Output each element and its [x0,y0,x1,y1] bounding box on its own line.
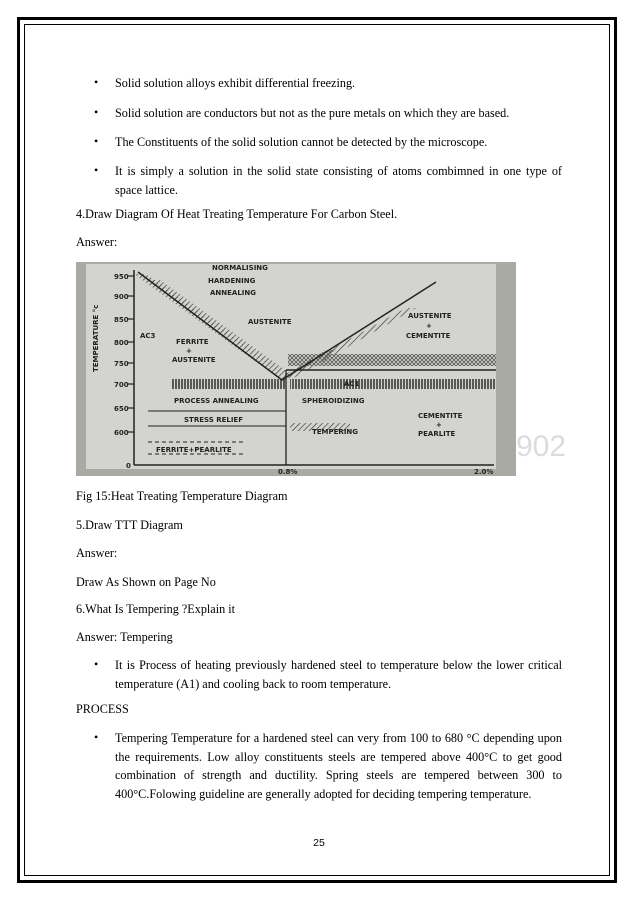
answer-text: Draw As Shown on Page No [76,575,216,589]
section-heading: PROCESS [76,702,129,716]
label-hardening: HARDENING [208,277,256,285]
bullet-text: Tempering Temperature for a hardened steel can very from 100 to 680 °C depending upon the requirements. Low alloy constituents steels are tempered above 400°C to get good combination of strength and ductility. Spring steels are tempered between 300 to 400°C.Folowing guideline are generally adopted for deciding tempering temperature. [115,731,562,801]
bullet-marker: • [94,163,99,177]
label-stress-relief: STRESS RELIEF [184,416,243,424]
bullet-marker: • [94,134,99,148]
bullet-marker: • [94,730,99,744]
label-process-annealing: PROCESS ANNEALING [174,397,259,405]
label-ac3: AC3 [140,332,156,340]
y-axis-label: TEMPERATURE °c [92,304,100,372]
bullet-text: The Constituents of the solid solution cannot be detected by the microscope. [115,135,488,149]
label-ferrite-austenite: FERRITE [176,338,209,346]
label-cementite-pearlite: CEMENTITE [418,412,463,420]
question-heading: 5.Draw TTT Diagram [76,518,183,532]
y-tick: 0 [126,462,131,470]
bullet-marker: • [94,657,99,671]
label-ferrite-pearlite: FERRITE+PEARLITE [156,446,232,454]
label-spheroidizing: SPHEROIDIZING [302,397,365,405]
bullet-text: Solid solution alloys exhibit differential freezing. [115,76,356,90]
label-ferrite-austenite: AUSTENITE [172,356,216,364]
label-normalising: NORMALISING [212,264,268,272]
y-tick: 950 [114,273,129,281]
x-tick: 2.0% [474,468,494,476]
y-tick: 800 [114,339,129,347]
y-tick: 700 [114,381,129,389]
figure-caption: Fig 15:Heat Treating Temperature Diagram [76,489,288,503]
label-annealing: ANNEALING [210,289,257,297]
question-heading: 6.What Is Tempering ?Explain it [76,602,236,616]
page-number: 25 [313,837,325,849]
label-ac1: AC1 [344,380,360,388]
bullet-text: It is simply a solution in the solid state consisting of atoms combimned in one type of space lattice. [115,164,562,197]
bullet-marker: • [94,75,99,89]
x-tick: 0.8% [278,468,298,476]
label-austenite-cementite: + [426,322,432,330]
y-tick: 650 [114,405,129,413]
bullet-text: It is Process of heating previously hardened steel to temperature below the lower critical temperature (A1) and cooling back to room temperature. [115,658,562,691]
bullet-marker: • [94,105,99,119]
answer-label: Answer: [76,235,118,249]
y-tick: 850 [114,316,129,324]
y-tick: 750 [114,360,129,368]
label-tempering: TEMPERING [312,428,359,436]
bullet-text: Solid solution are conductors but not as the pure metals on which they are based. [115,106,510,120]
answer-label: Answer: [76,546,118,560]
y-tick: 600 [114,429,129,437]
label-austenite-cementite: AUSTENITE [408,312,452,320]
y-tick: 900 [114,293,129,301]
label-cementite-pearlite: PEARLITE [418,430,456,438]
watermark: 902 [516,430,567,463]
label-austenite: AUSTENITE [248,318,292,326]
answer-label: Answer: Tempering [76,630,173,644]
label-austenite-cementite: CEMENTITE [406,332,451,340]
label-cementite-pearlite: + [436,421,442,429]
heat-treating-diagram [76,262,516,476]
label-ferrite-austenite: + [186,347,192,355]
question-heading: 4.Draw Diagram Of Heat Treating Temperature For Carbon Steel. [76,207,398,221]
